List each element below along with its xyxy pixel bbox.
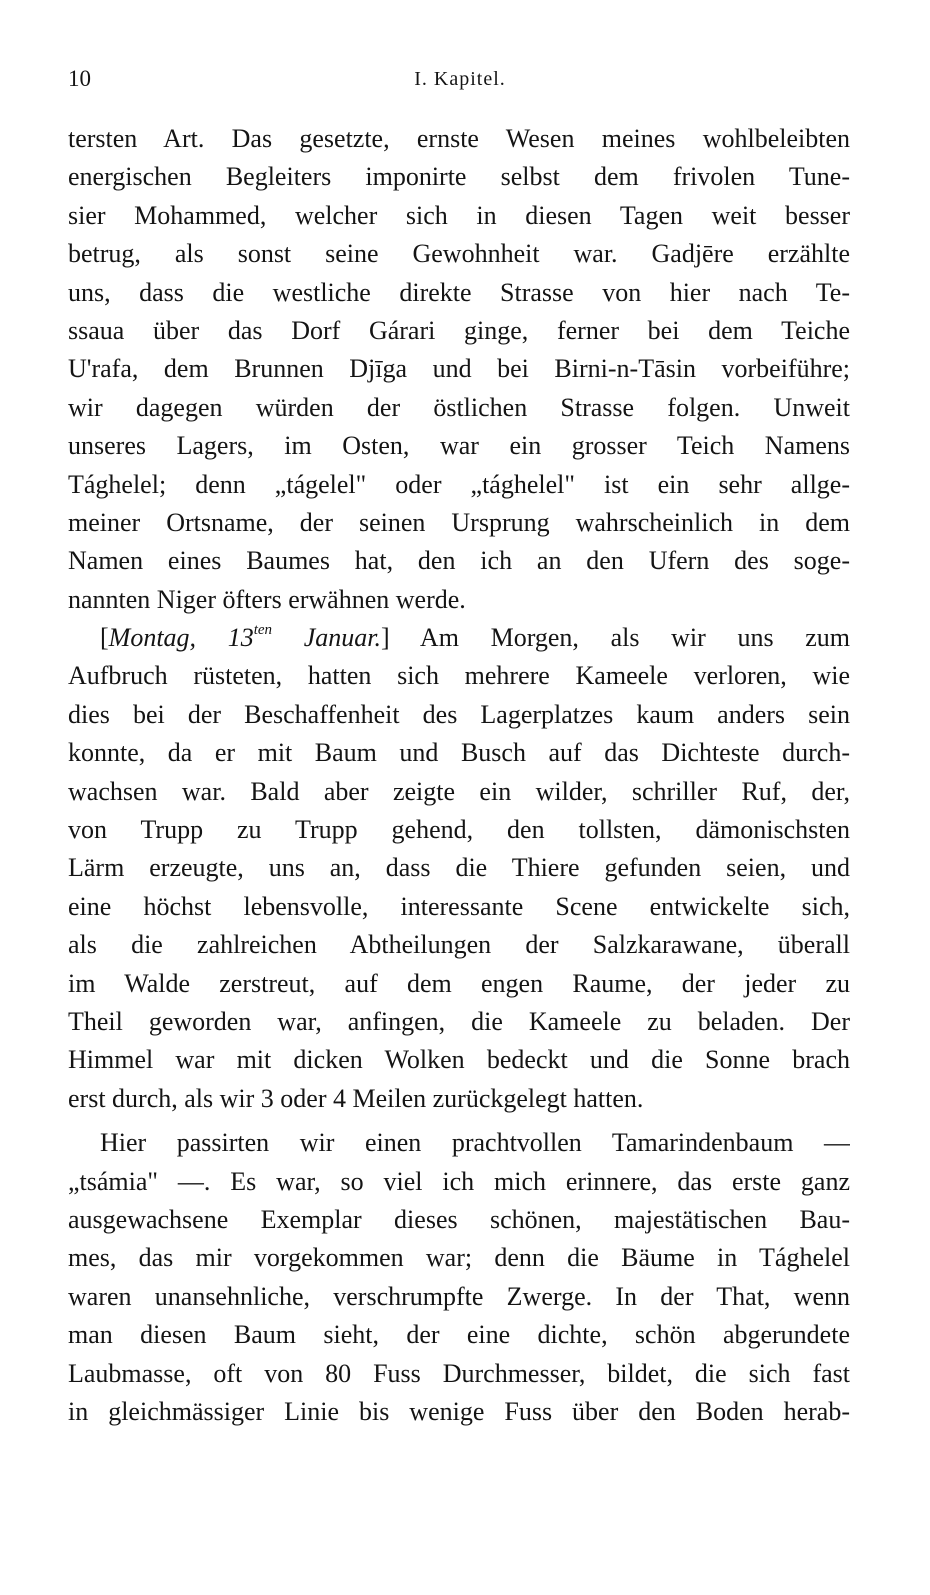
text-line: ausgewachsene Exemplar dieses schönen, majestätischen Bau- xyxy=(68,1204,850,1234)
bracket-open: [ xyxy=(100,623,109,653)
paragraph xyxy=(68,120,850,619)
text-line: tersten Art. Das gesetzte, ernste Wesen meines wohlbeleibten xyxy=(68,124,850,153)
text-line: waren unansehnliche, verschrumpfte Zwerge. In der That, wenn xyxy=(68,1281,850,1311)
text-line: betrug, als sonst seine Gewohnheit war. Gadjēre erzählte xyxy=(68,239,850,269)
text-line: meiner Ortsname, der seinen Ursprung wahrscheinlich in dem xyxy=(68,507,850,537)
text-line: „tsámia" —. Es war, so viel ich mich erinnere, das erste ganz xyxy=(68,1166,850,1196)
text-line: wachsen war. Bald aber zeigte ein wilder, schriller Ruf, der, xyxy=(68,776,850,806)
paragraph xyxy=(68,1124,850,1431)
text-line: von Trupp zu Trupp gehend, den tollsten, dämonischsten xyxy=(68,815,850,845)
text-line: Namen eines Baumes hat, den ich an den Ufern des soge- xyxy=(68,546,850,576)
text-line: in gleichmässiger Linie bis wenige Fuss über den Boden herab- xyxy=(68,1396,850,1426)
text-line: energischen Begleiters imponirte selbst dem frivolen Tune- xyxy=(68,162,850,192)
text-line xyxy=(68,619,850,657)
text-line: unseres Lagers, im Osten, war ein grosser Teich Namens xyxy=(68,431,850,461)
date-number xyxy=(228,623,272,652)
text-line: ssaua über das Dorf Gárari ginge, ferner bei dem Teiche xyxy=(68,315,850,345)
body-text xyxy=(68,120,850,1431)
date-suffix: ten xyxy=(253,622,273,639)
text-line: sier Mohammed, welcher sich in diesen Tagen weit besser xyxy=(68,200,850,230)
text-line: uns, dass die westliche direkte Strasse von hier nach Te- xyxy=(68,277,850,307)
paragraph xyxy=(68,619,850,1118)
text-line: nannten Niger öfters erwähnen werde. xyxy=(68,584,466,614)
text-line: Himmel war mit dicken Wolken bedeckt und die Sonne brach xyxy=(68,1045,850,1075)
line-rest: Am Morgen, als wir uns zum xyxy=(419,623,850,653)
date-day: Montag, xyxy=(108,623,197,653)
text-line: Lärm erzeugte, uns an, dass die Thiere gefunden seien, und xyxy=(68,853,850,883)
text-line: Theil geworden war, anfingen, die Kameele zu beladen. Der xyxy=(68,1006,850,1036)
page-number: 10 xyxy=(68,66,91,91)
text-line: man diesen Baum sieht, der eine dichte, schön abgerundete xyxy=(68,1320,850,1350)
bracket-close: ] xyxy=(381,623,390,653)
text-line: Laubmasse, oft von 80 Fuss Durchmesser, bildet, die sich fast xyxy=(68,1358,850,1388)
text-line: erst durch, als wir 3 oder 4 Meilen zurückgelegt hatten. xyxy=(68,1083,644,1113)
text-line: im Walde zerstreut, auf dem engen Raume, der jeder zu xyxy=(68,968,850,998)
page-header xyxy=(68,66,852,106)
text-line: U'rafa, dem Brunnen Djīga und bei Birni-n-Tāsin vorbeiführe; xyxy=(68,354,850,384)
text-line: dies bei der Beschaffenheit des Lagerplatzes kaum anders sein xyxy=(68,699,850,729)
text-line: Hier passirten wir einen prachtvollen Tamarindenbaum — xyxy=(100,1128,850,1158)
text-line: Aufbruch rüsteten, hatten sich mehrere Kameele verloren, wie xyxy=(68,661,850,691)
running-head: I. Kapitel. xyxy=(414,68,506,90)
date-marker xyxy=(100,623,390,652)
text-line: wir dagegen würden der östlichen Strasse folgen. Unweit xyxy=(68,392,850,422)
text-line: eine höchst lebensvolle, interessante Scene entwickelte sich, xyxy=(68,891,850,921)
date-num: 13 xyxy=(227,623,254,653)
text-line: konnte, da er mit Baum und Busch auf das Dichteste durch- xyxy=(68,738,850,768)
text-line: Tághelel; denn „tágelel" oder „tághelel" ist ein sehr allge- xyxy=(68,469,850,499)
text-line: als die zahlreichen Abtheilungen der Salzkarawane, überall xyxy=(68,930,850,960)
date-month: Januar. xyxy=(303,623,382,653)
text-line: mes, das mir vorgekommen war; denn die Bäume in Tághelel xyxy=(68,1243,850,1273)
